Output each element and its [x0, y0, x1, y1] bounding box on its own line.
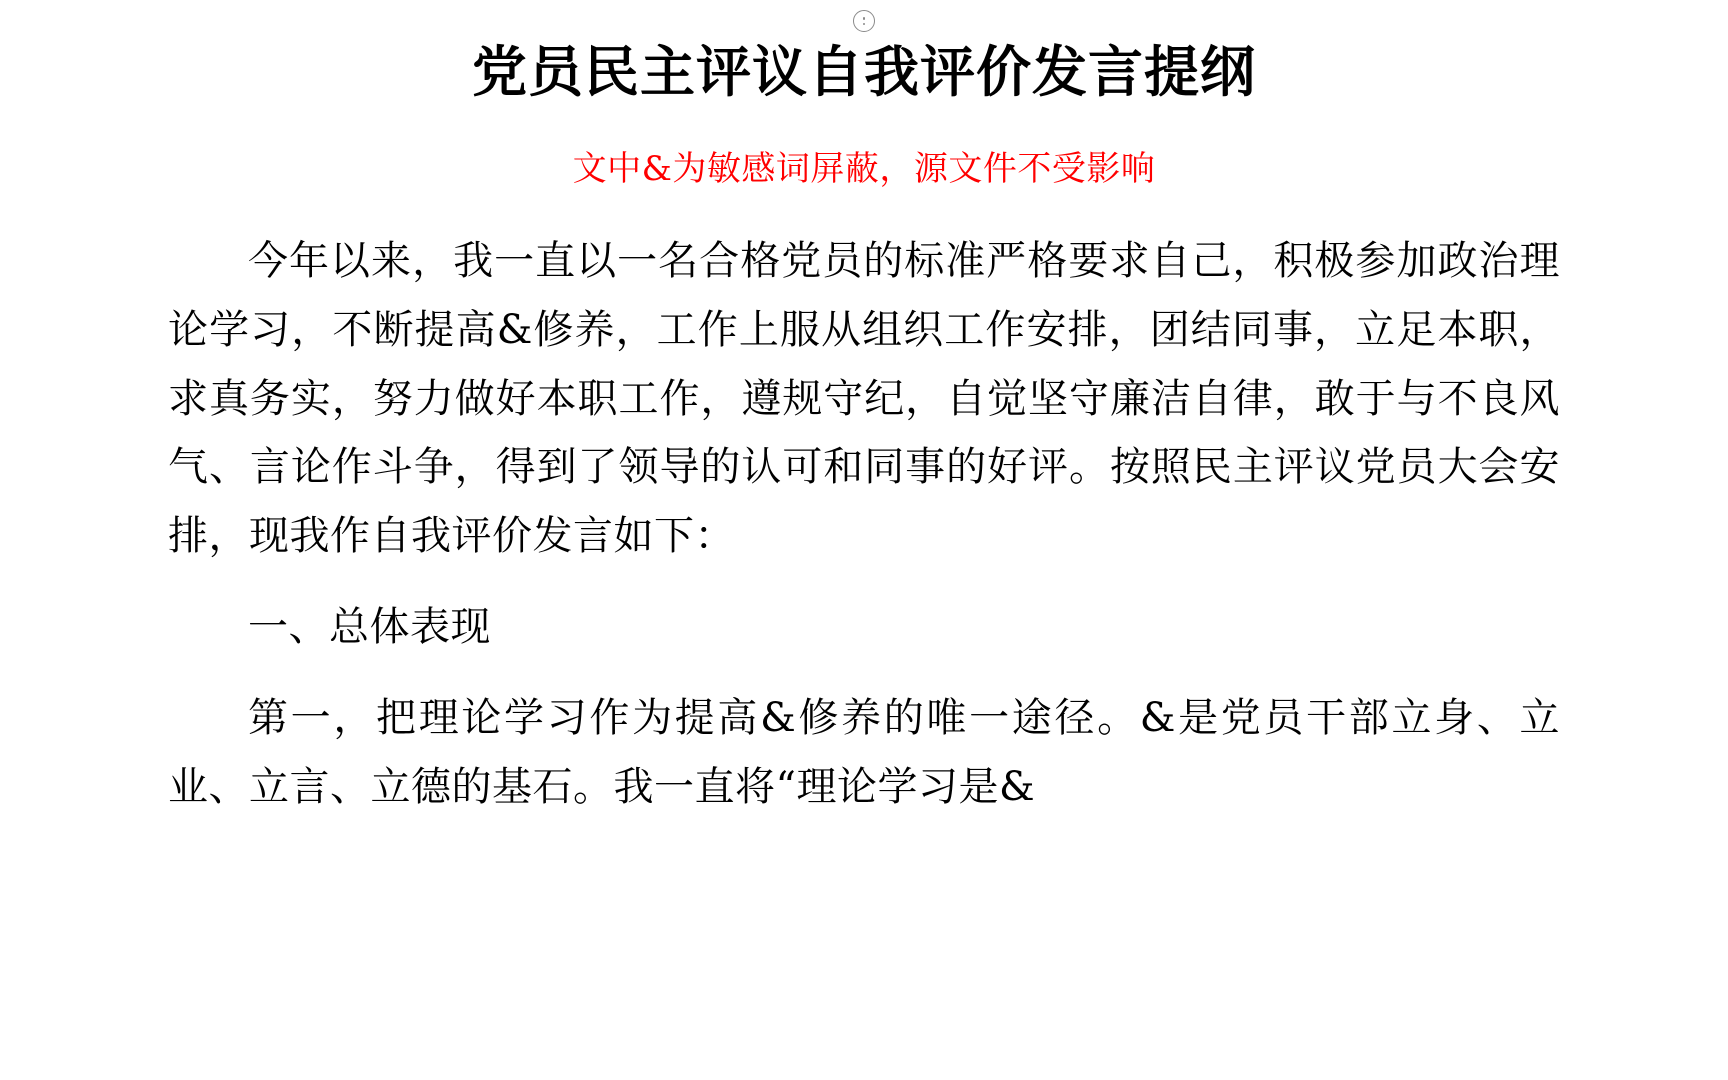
- vertical-dots-icon: [853, 10, 875, 32]
- dot-1: [863, 17, 866, 20]
- paragraph-intro: 今年以来，我一直以一名合格党员的标准严格要求自己，积极参加政治理论学习，不断提高&修养，工作上服从组织工作安排，团结同事，立足本职，求真务实，努力做好本职工作，遵规守纪，自觉坚守廉洁自律，敢于与不良风气、言论作斗争，得到了领导的认可和同事的好评。按照民主评议党员大会安排，现我作自我评价发言如下：: [168, 238, 1560, 560]
- paragraph-point-one: 第一，把理论学习作为提高&修养的唯一途径。&是党员干部立身、立业、立言、立德的基石。我一直将“理论学习是&: [168, 694, 1560, 810]
- page-title: 党员民主评议自我评价发言提纲: [471, 40, 1256, 104]
- section-heading-overall-performance: 一、总体表现: [248, 604, 491, 651]
- sensitive-word-notice: 文中&为敏感词屏蔽，源文件不受影响: [572, 148, 1156, 189]
- dot-2: [863, 23, 866, 26]
